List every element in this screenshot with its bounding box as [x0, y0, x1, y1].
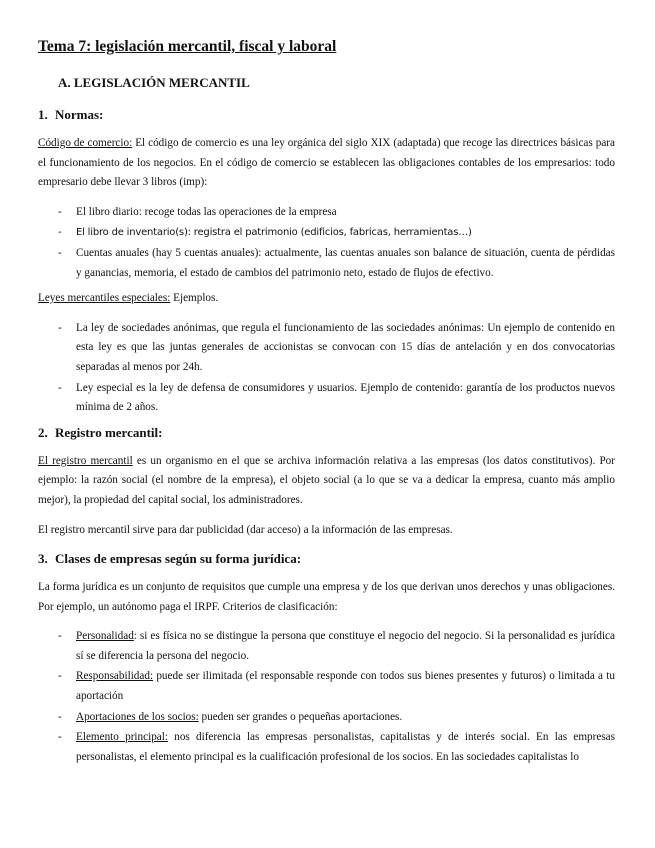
paragraph-clases-intro: La forma jurídica es un conjunto de requisitos que cumple una empresa y de los que derivan unos derechos y unas obligaciones. Por ejemplo, un autónomo paga el IRPF. Criterios de clasificación: — [38, 581, 615, 613]
list-item — [38, 627, 615, 666]
list-item — [38, 244, 615, 283]
list-item-text: Ley especial es la ley de defensa de consumidores y usuarios. Ejemplo de contenido: garantía de los productos nuevos mínima de 2 años. — [76, 381, 615, 414]
paragraph-codigo-comercio — [38, 134, 615, 193]
paragraph-text: El código de comercio es una ley orgánica del siglo XIX (adaptada) que recoge las directrices básicas para el funcionamiento de los negocios. En el código de comercio se establecen las obligaciones contables de los empresarios: todo empresario debe llevar 3 libros (imp): — [38, 137, 615, 189]
list-dash: - — [58, 710, 62, 723]
list-item — [38, 223, 615, 243]
list-item — [38, 319, 615, 378]
list-item-text: Cuentas anuales (hay 5 cuentas anuales): actualmente, las cuentas anuales son balance de situación, cuenta de pérdidas y ganancias, memoria, el estado de cambios del patrimonio neto, estado de flujos de efectivo. — [76, 246, 615, 279]
term-label: El registro mercantil — [38, 454, 133, 467]
heading-text: Clases de empresas según su forma jurídica: — [55, 551, 302, 567]
heading-number: 3. — [38, 551, 48, 567]
heading-text: Registro mercantil: — [55, 424, 163, 440]
term-label: Elemento principal: — [76, 731, 168, 744]
list-item-text: nos diferencia las empresas personalistas, capitalistas y de interés social. En las empresas personalistas, el elemento principal es la cualificación profesional de los socios. En las sociedades capitalistas lo — [76, 731, 615, 763]
heading-clases — [38, 550, 615, 568]
list-item — [38, 203, 615, 223]
list-item-text: pueden ser grandes o pequeñas aportaciones. — [198, 710, 403, 723]
term-label: Personalidad — [76, 630, 134, 643]
heading-normas — [38, 106, 615, 124]
list-item-text: : si es física no se distingue la persona que constituye el negocio del negocio. Si la personalidad es jurídica sí se diferencia la persona del negocio. — [76, 630, 615, 662]
list-item — [38, 667, 615, 706]
paragraph-registro — [38, 452, 615, 511]
paragraph-leyes — [38, 289, 615, 309]
list-dash: - — [58, 670, 62, 683]
list-dash: - — [58, 381, 62, 394]
list-item-text: El libro diario: recoge todas las operaciones de la empresa — [76, 205, 337, 218]
list-dash: - — [58, 321, 62, 334]
list-leyes — [38, 319, 615, 418]
list-dash: - — [58, 227, 62, 239]
heading-registro — [38, 424, 615, 442]
term-label: Aportaciones de los socios: — [76, 710, 199, 723]
list-dash: - — [58, 630, 62, 643]
list-dash: - — [58, 205, 62, 218]
heading-number: 2. — [38, 424, 48, 440]
list-criterios — [38, 627, 615, 767]
document-title: Tema 7: legislación mercantil, fiscal y laboral — [38, 38, 337, 55]
term-label: Leyes mercantiles especiales: — [38, 292, 171, 305]
term-label: Código de comercio: — [38, 137, 133, 149]
paragraph-registro-publicidad: El registro mercantil sirve para dar publicidad (dar acceso) a la información de las empresas. — [38, 523, 453, 536]
list-item — [38, 379, 615, 418]
list-dash: - — [58, 246, 62, 259]
list-item-text: La ley de sociedades anónimas, que regula el funcionamiento de las sociedades anónimas: Un ejemplo de contenido en esta ley es que las juntas generales de accionistas se convocan con 15 días de antelación y en dos convocatorias separadas al menos por 24h. — [76, 321, 615, 373]
list-item — [38, 708, 615, 728]
list-dash: - — [58, 731, 62, 744]
paragraph-text: es un organismo en el que se archiva información relativa a las empresas (los datos constitutivos). Por ejemplo: la razón social (el nombre de la empresa), el objeto social (a lo que se va a dedicar la empresa, cuanto más amplio mejor), la propiedad del capital social, los administradores. — [38, 454, 616, 506]
heading-text: Normas: — [55, 107, 104, 122]
list-libros — [38, 203, 615, 283]
list-item-text: El libro de inventario(s): registra el patrimonio (edificios, fabricas, herramientas…) — [76, 227, 472, 239]
section-a-heading: A. LEGISLACIÓN MERCANTIL — [58, 75, 250, 90]
list-item-text: puede ser ilimitada (el responsable responde con todos sus bienes presentes y futuros) o limitada a tu aportación — [76, 670, 615, 703]
list-item — [38, 728, 615, 767]
term-label: Responsabilidad: — [76, 670, 154, 683]
paragraph-text: Ejemplos. — [170, 292, 219, 305]
heading-number: 1. — [38, 107, 48, 122]
